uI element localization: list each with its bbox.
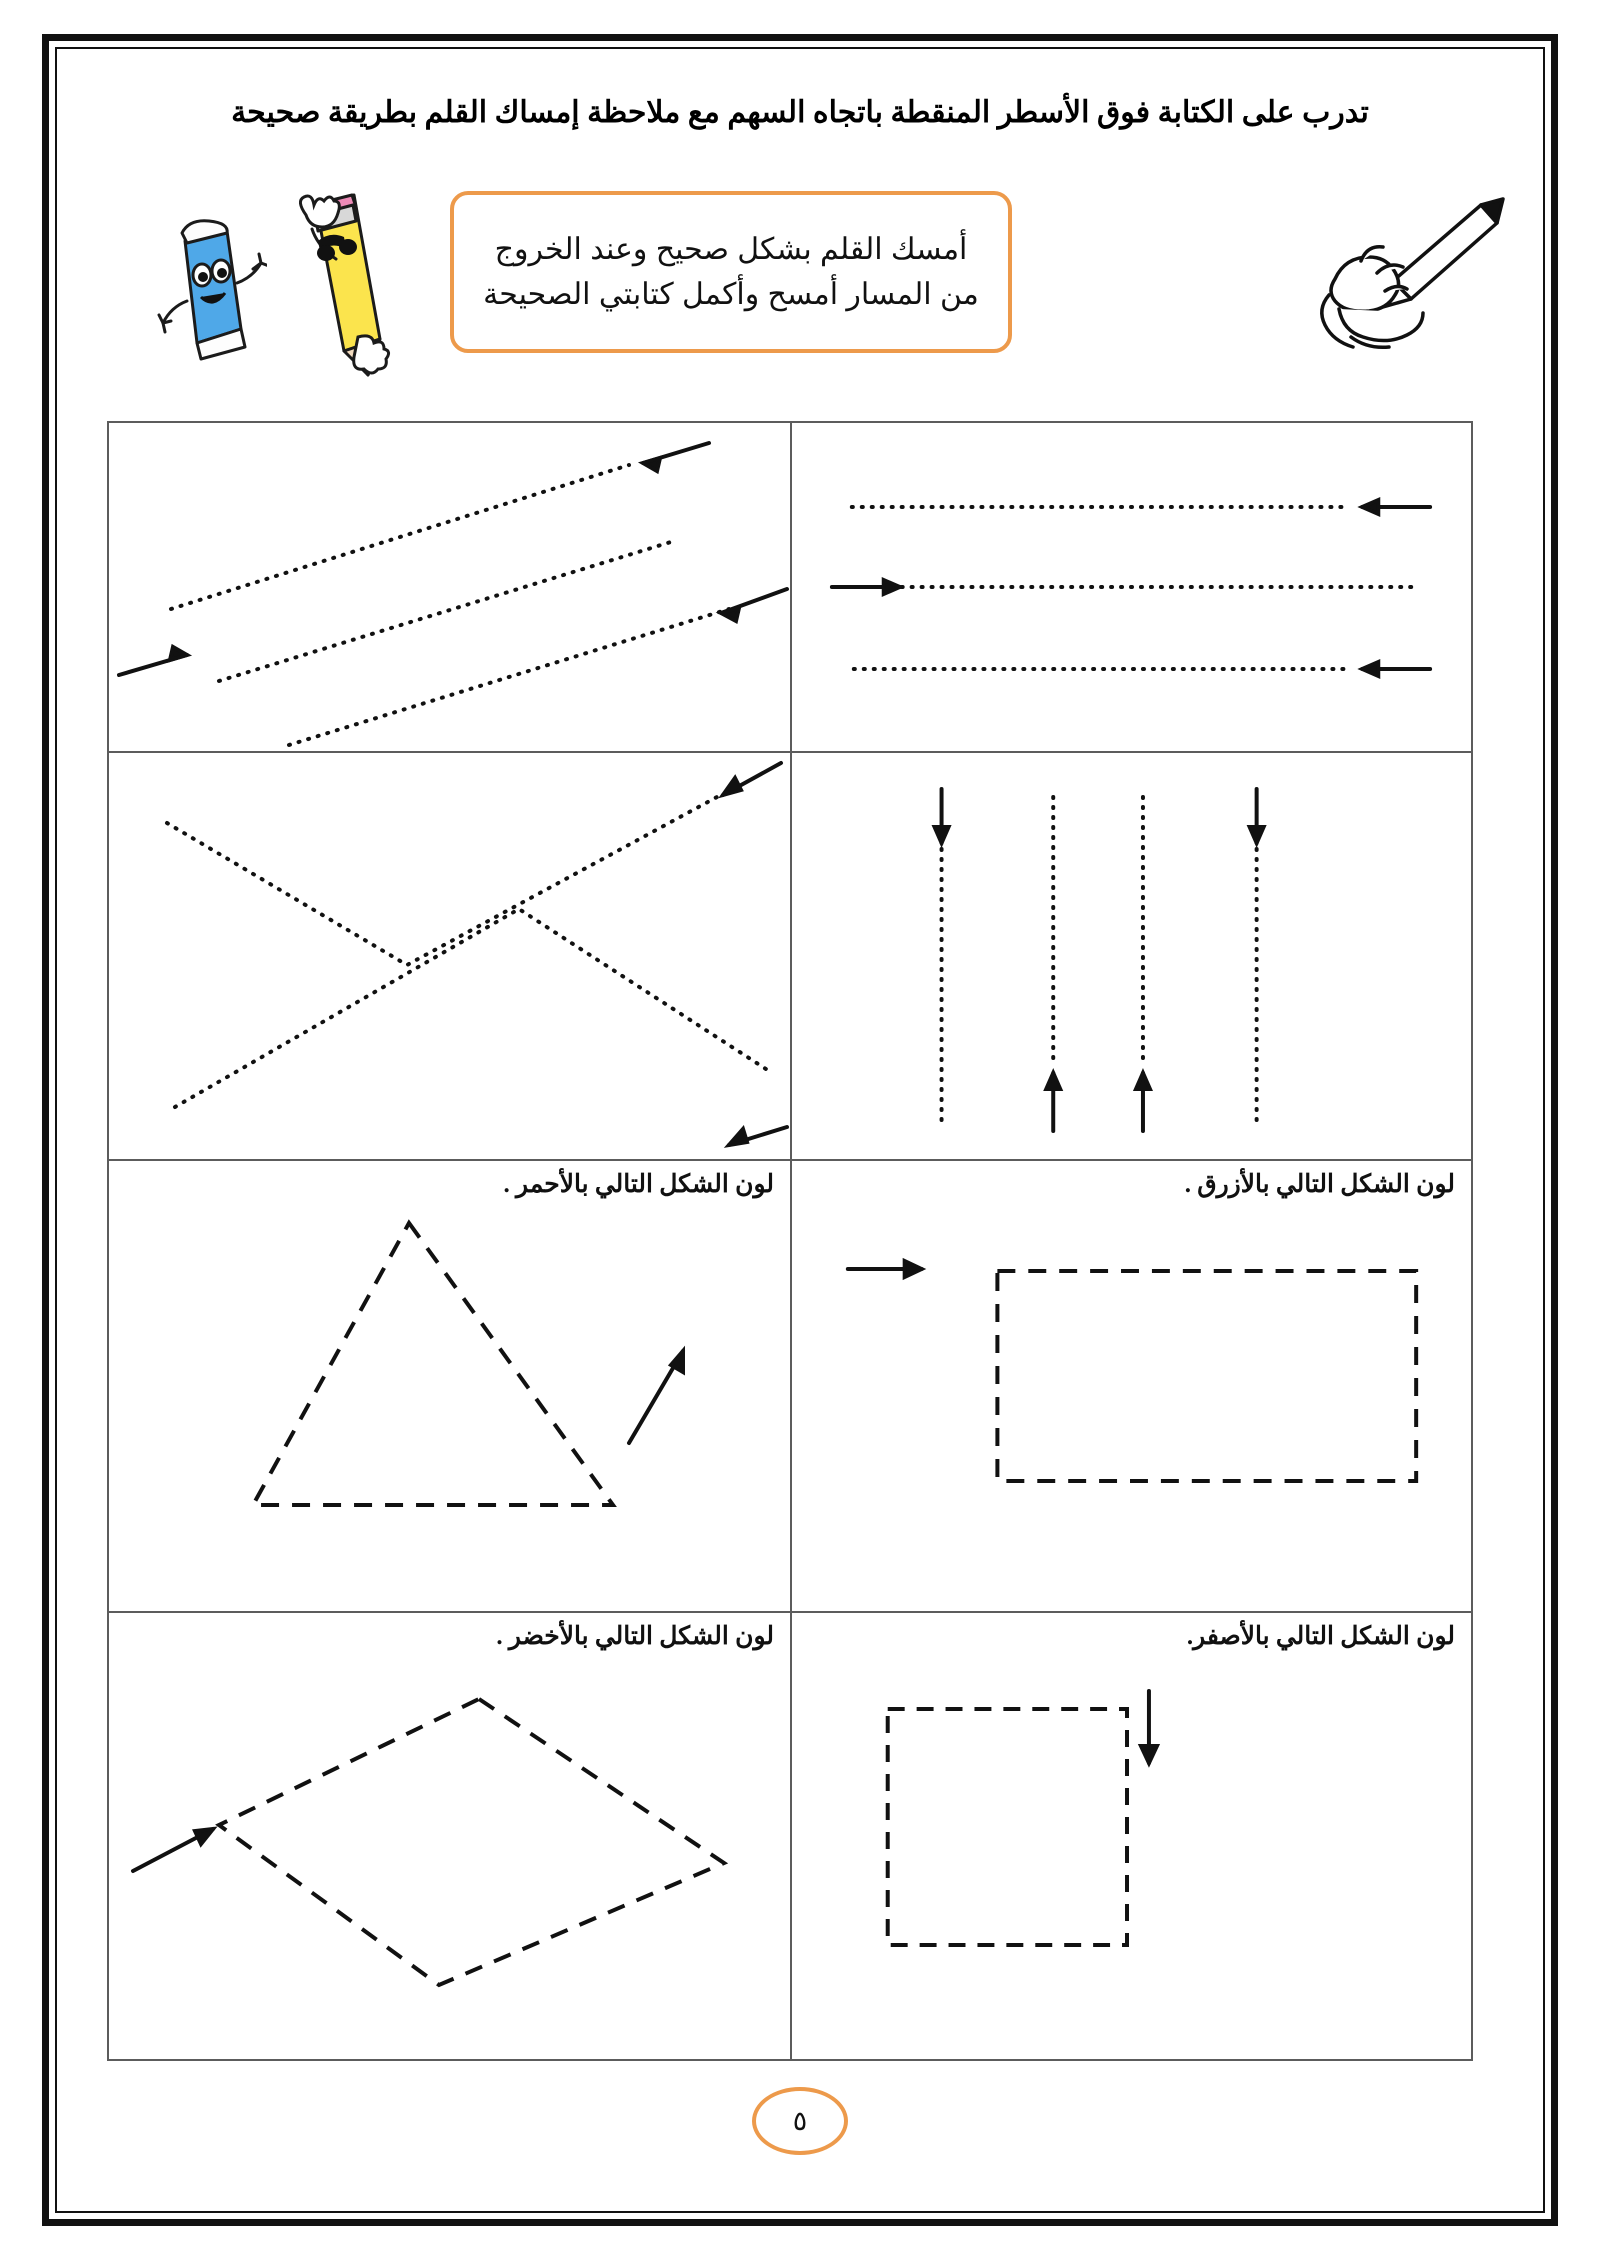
exercise-label-row4-left: لون الشكل التالي بالأخضر . [496, 1623, 774, 1650]
page-number-badge [752, 2087, 848, 2155]
exercise-row-1 [109, 423, 1471, 753]
hand-holding-pencil-icon [1305, 189, 1505, 364]
exercise-grid [107, 421, 1473, 2061]
exercise-cell-row1-right[interactable] [790, 423, 1471, 753]
instruction-text: أمسك القلم بشكل صحيح وعند الخروج من المسار أمسح وأكمل كتابتي الصحيحة [483, 233, 979, 311]
exercise-label-row3-right: لون الشكل التالي بالأزرق . [1184, 1171, 1455, 1198]
exercise-cell-row1-left[interactable] [109, 423, 790, 753]
exercise-label-row4-right: لون الشكل التالي بالأصفر. [1186, 1623, 1455, 1650]
exercise-cell-row4-left[interactable] [109, 1613, 790, 2061]
exercise-cell-row4-right[interactable] [790, 1613, 1471, 2061]
exercise-cell-row2-left[interactable] [109, 753, 790, 1161]
pencil-character-icon [282, 189, 392, 379]
page-title: تدرب على الكتابة فوق الأسطر المنقطة باتجاه السهم مع ملاحظة إمساك القلم بطريقة صحيحة [231, 96, 1369, 129]
page-number-value: ٥ [792, 2105, 808, 2136]
exercise-cell-row2-right[interactable] [790, 753, 1471, 1161]
exercise-label-row3-left: لون الشكل التالي بالأحمر . [503, 1171, 774, 1198]
page-inner-border [55, 47, 1545, 2213]
eraser-character-icon [157, 211, 267, 361]
header-band [57, 169, 1543, 369]
exercise-row-4 [109, 1613, 1471, 2061]
exercise-row-2 [109, 753, 1471, 1161]
page-outer-border [42, 34, 1558, 2226]
exercise-cell-row3-right[interactable] [790, 1161, 1471, 1613]
exercise-cell-row3-left[interactable] [109, 1161, 790, 1613]
exercise-row-3 [109, 1161, 1471, 1613]
instruction-box [450, 191, 1012, 353]
